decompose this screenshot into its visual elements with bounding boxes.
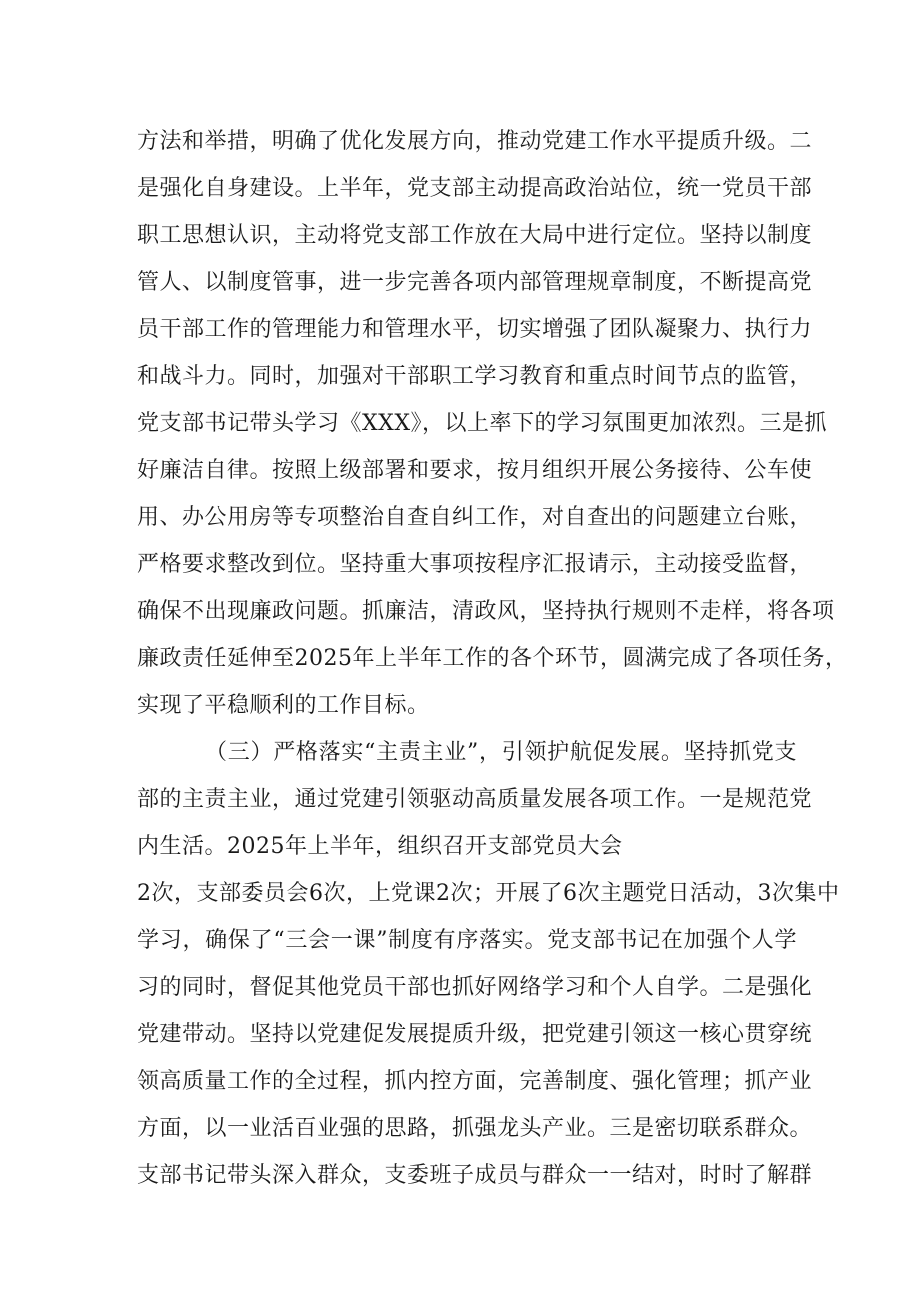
- text-line: 支部书记带头深入群众，支委班子成员与群众一一结对，时时了解群: [137, 1163, 813, 1188]
- text-line-paragraph-end: 实现了平稳顺利的工作目标。: [137, 693, 430, 718]
- text-line: 严格要求整改到位。坚持重大事项按程序汇报请示，主动接受监督，: [137, 552, 813, 577]
- text-line: 学习，确保了“三会一课”制度有序落实。党支部书记在加强个人学: [137, 928, 797, 953]
- section-heading-line: （三）严格落实“主责主业”，引领护航促发展。坚持抓党支: [205, 740, 797, 765]
- text-line: 部的主责主业，通过党建引领驱动高质量发展各项工作。一是规范党: [137, 787, 813, 812]
- text-line: 廉政责任延伸至2025年上半年工作的各个环节，圆满完成了各项任务，: [137, 646, 848, 671]
- text-line: 好廉洁自律。按照上级部署和要求，按月组织开展公务接待、公车使: [137, 458, 813, 483]
- text-line: 党支部书记带头学习《XXX》，以上率下的学习氛围更加浓烈。三是抓: [137, 411, 827, 436]
- text-line: 内生活。2025年上半年，组织召开支部党员大会: [137, 834, 623, 859]
- text-line: 管人、以制度管事，进一步完善各项内部管理规章制度，不断提高党: [137, 270, 813, 295]
- text-line: 是强化自身建设。上半年，党支部主动提高政治站位，统一党员干部: [137, 176, 813, 201]
- text-line: 员干部工作的管理能力和管理水平，切实增强了团队凝聚力、执行力: [137, 317, 813, 342]
- text-line: 2次，支部委员会6次，上党课2次；开展了6次主题党日活动，3次集中: [137, 881, 840, 906]
- text-line: 党建带动。坚持以党建促发展提质升级，把党建引领这一核心贯穿统: [137, 1022, 813, 1047]
- text-line: 和战斗力。同时，加强对干部职工学习教育和重点时间节点的监管，: [137, 364, 813, 389]
- text-line: 确保不出现廉政问题。抓廉洁，清政风，坚持执行规则不走样，将各项: [137, 599, 835, 624]
- text-line: 方面，以一业活百业强的思路，抓强龙头产业。三是密切联系群众。: [137, 1116, 813, 1141]
- text-line: 方法和举措，明确了优化发展方向，推动党建工作水平提质升级。二: [137, 129, 813, 154]
- text-line: 习的同时，督促其他党员干部也抓好网络学习和个人自学。二是强化: [137, 975, 813, 1000]
- text-line: 领高质量工作的全过程，抓内控方面，完善制度、强化管理；抓产业: [137, 1069, 813, 1094]
- text-line: 用、办公用房等专项整治自查自纠工作，对自查出的问题建立台账，: [137, 505, 813, 530]
- text-line: 职工思想认识，主动将党支部工作放在大局中进行定位。坚持以制度: [137, 223, 813, 248]
